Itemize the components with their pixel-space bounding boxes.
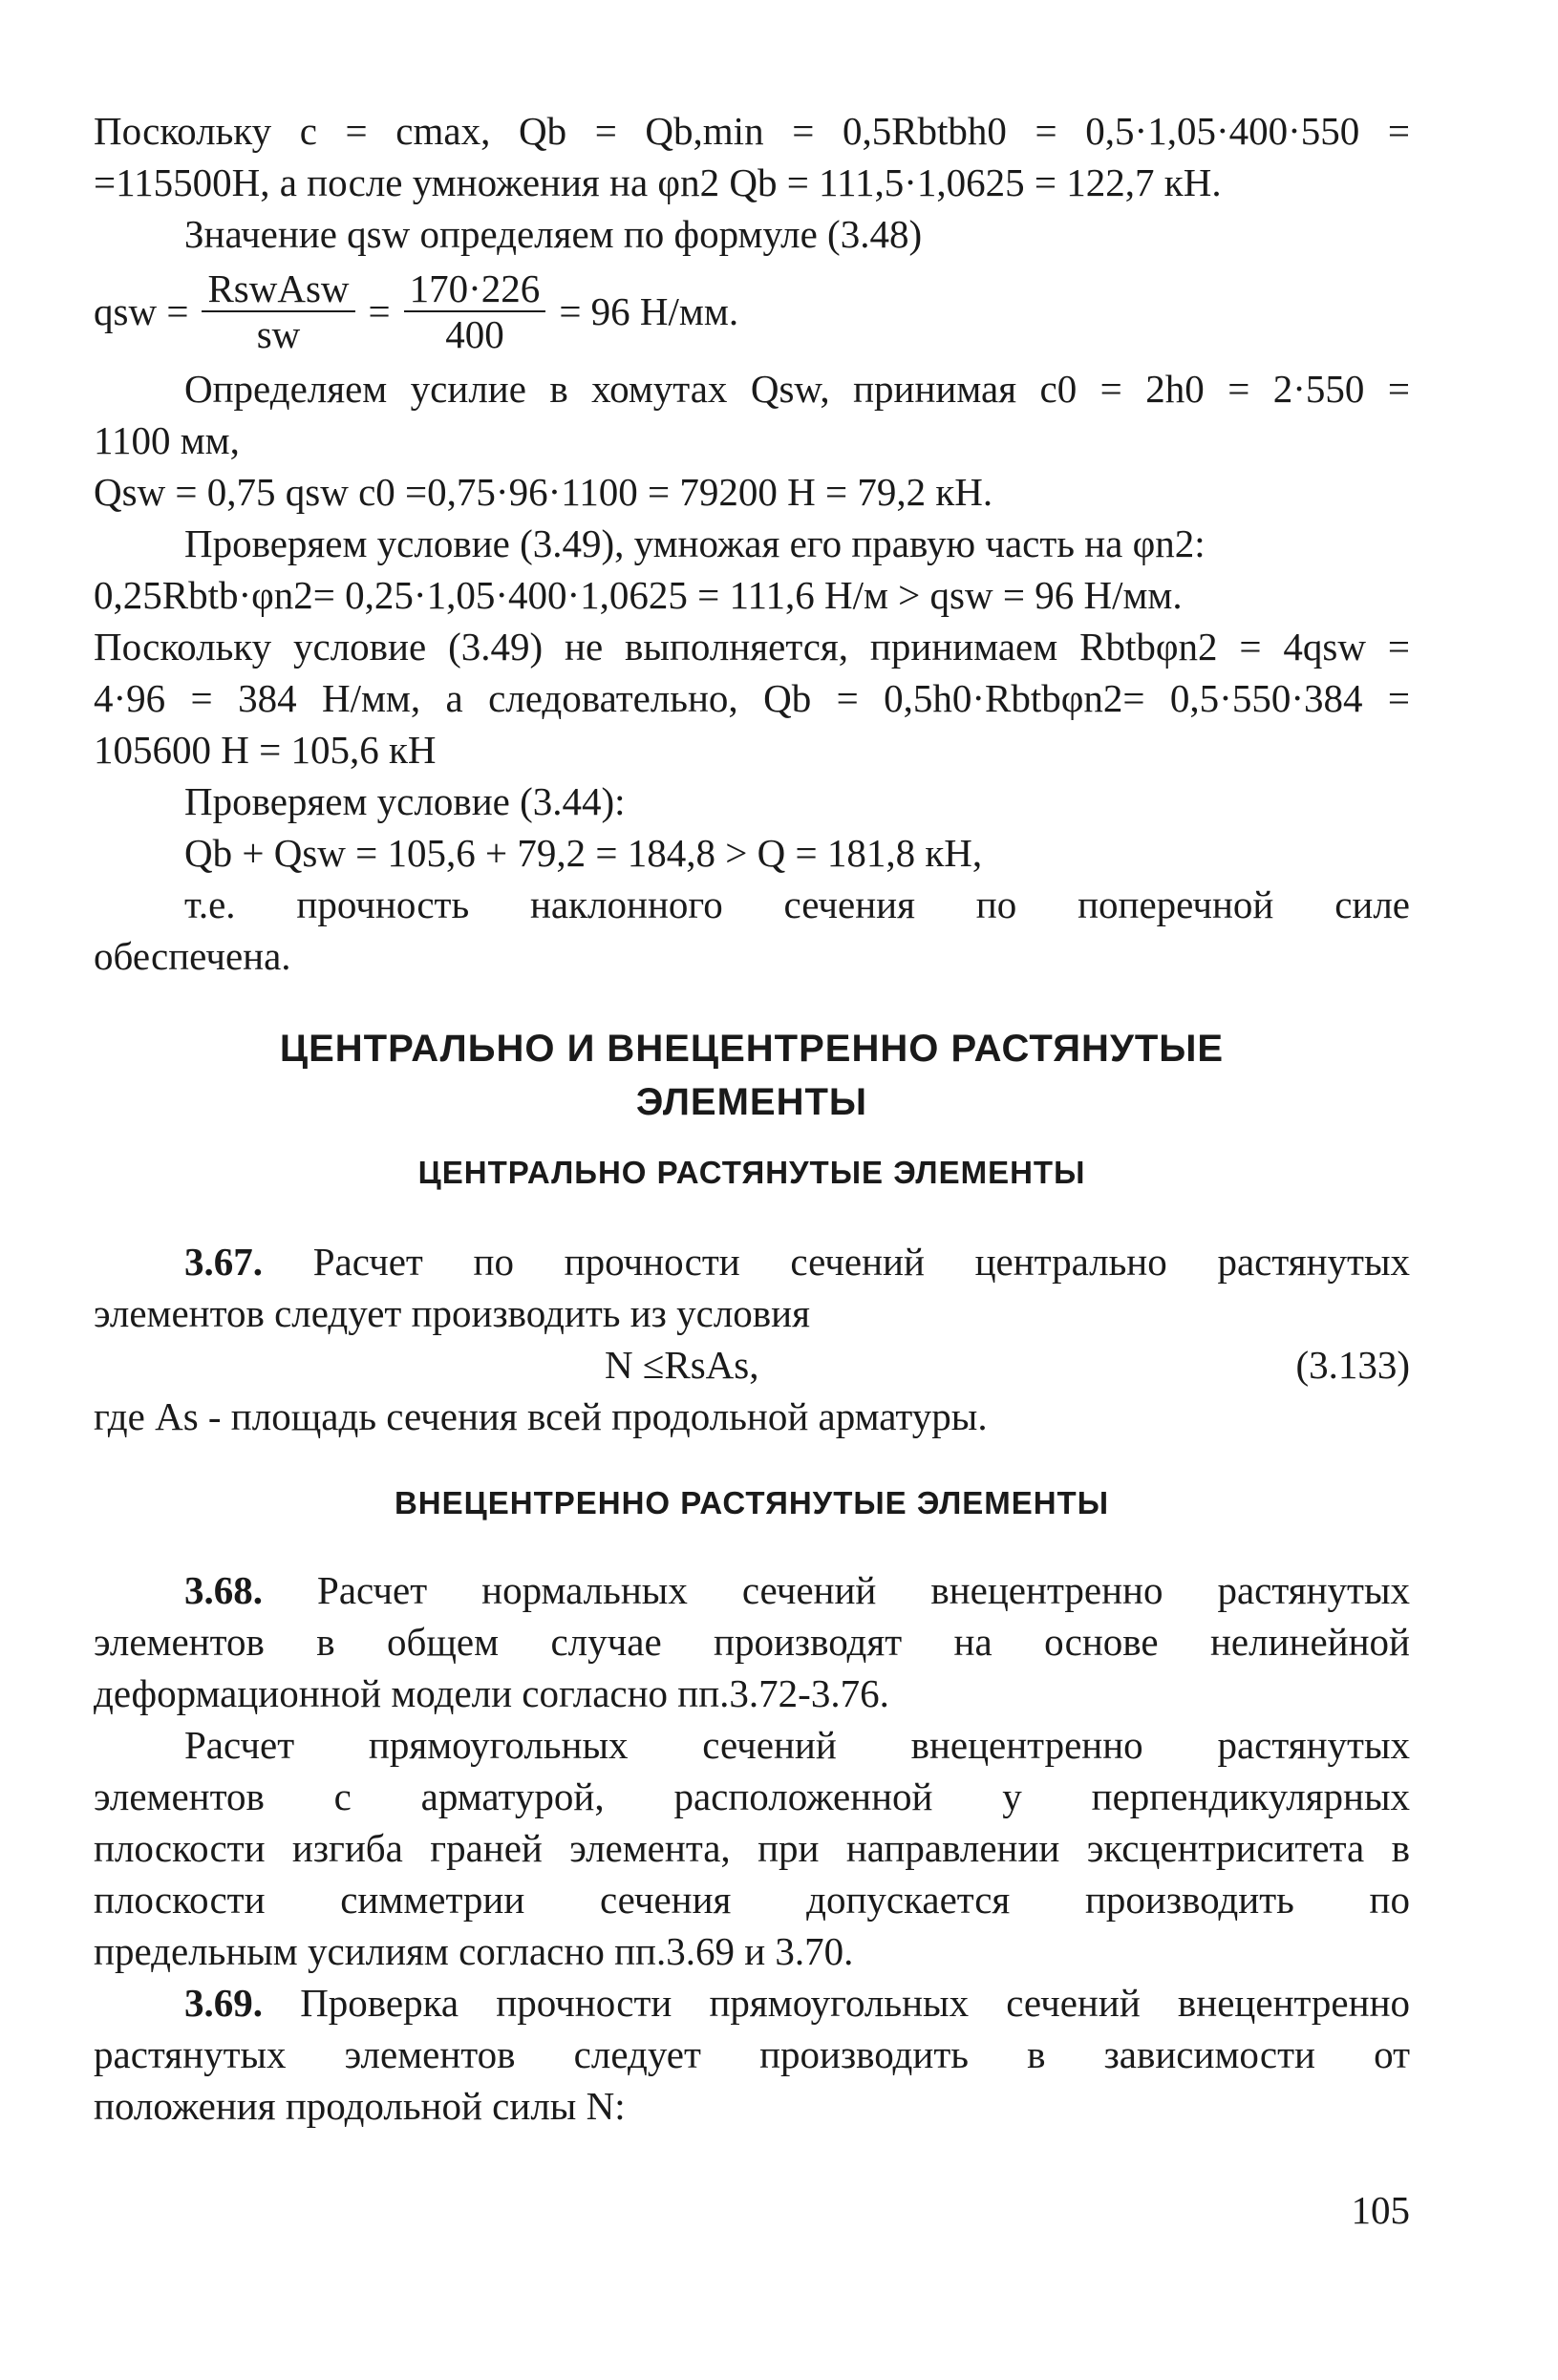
text-line: элементов в общем случае производят на основе нелинейной xyxy=(94,1620,1410,1664)
text-span: Расчет по прочности сечений центрально растянутых xyxy=(312,1240,1410,1284)
fraction-numerator: RswAsw xyxy=(202,266,354,312)
text-line: плоскости симметрии сечения допускается производить по xyxy=(94,1878,1410,1922)
text-line: 4·96 = 384 Н/мм, а следовательно, Qb = 0,5h0·Rbtbφn2= 0,5·550·384 = xyxy=(94,676,1410,720)
equation-3-133 xyxy=(94,1339,1410,1391)
text-line: Определяем усилие в хомутах Qsw, принимая c0 = 2h0 = 2·550 = xyxy=(184,367,1410,411)
section-heading: ЭЛЕМЕНТЫ xyxy=(635,1081,868,1123)
text-line: обеспечена. xyxy=(94,934,291,978)
text-line: Значение qsw определяем по формуле (3.48) xyxy=(184,212,923,256)
fraction xyxy=(404,266,546,356)
text-span: Расчет нормальных сечений внецентренно растянутых xyxy=(317,1568,1410,1612)
fraction-numerator: 170·226 xyxy=(404,266,546,312)
text-line: 105600 Н = 105,6 кН xyxy=(94,728,437,772)
page-number: 105 xyxy=(1351,2188,1410,2232)
text-line: Qb + Qsw = 105,6 + 79,2 = 184,8 > Q = 181,8 кН, xyxy=(184,831,983,875)
clause-number: 3.67. xyxy=(184,1240,263,1284)
fraction-denominator: sw xyxy=(256,312,301,356)
text-line: Проверяем условие (3.49), умножая его правую часть на φn2: xyxy=(184,521,1206,565)
text-span: Проверка прочности прямоугольных сечений внецентренно xyxy=(300,1981,1411,2025)
subsection-heading: ЦЕНТРАЛЬНО РАСТЯНУТЫЕ ЭЛЕМЕНТЫ xyxy=(417,1155,1086,1190)
formula-lhs: qsw = xyxy=(94,289,189,333)
text-line: растянутых элементов следует производить в зависимости от xyxy=(94,2032,1410,2076)
clause-number: 3.68. xyxy=(184,1568,263,1612)
text-line: где As - площадь сечения всей продольной арматуры. xyxy=(94,1394,988,1438)
formula-qsw xyxy=(94,260,1410,363)
section-heading: ЦЕНТРАЛЬНО И ВНЕЦЕНТРЕННО РАСТЯНУТЫЕ xyxy=(279,1028,1225,1070)
formula-rhs: = 96 Н/мм. xyxy=(559,289,739,333)
text-line: =115500Н, а после умножения на φn2 Qb = 111,5·1,0625 = 122,7 кН. xyxy=(94,160,1222,204)
subsection-heading: ВНЕЦЕНТРЕННО РАСТЯНУТЫЕ ЭЛЕМЕНТЫ xyxy=(394,1485,1110,1520)
page-body xyxy=(94,105,1410,2132)
text-line: Поскольку c = cmax, Qb = Qb,min = 0,5Rbtbh0 = 0,5·1,05·400·550 = xyxy=(94,109,1410,153)
text-line: 0,25Rbtb·φn2= 0,25·1,05·400·1,0625 = 111,6 Н/м > qsw = 96 Н/мм. xyxy=(94,573,1183,617)
text-line: Проверяем условие (3.44): xyxy=(184,779,626,823)
text-line: элементов с арматурой, расположенной у перпендикулярных xyxy=(94,1774,1410,1818)
text-line: Расчет прямоугольных сечений внецентренно растянутых xyxy=(184,1723,1410,1767)
text-line: плоскости изгиба граней элемента, при направлении эксцентриситета в xyxy=(94,1826,1410,1870)
equation-number: (3.133) xyxy=(1295,1343,1410,1387)
text-line: деформационной модели согласно пп.3.72-3.76. xyxy=(94,1671,889,1715)
fraction xyxy=(202,266,354,356)
formula-equals: = xyxy=(368,289,391,333)
text-line: Поскольку условие (3.49) не выполняется, принимаем Rbtbφn2 = 4qsw = xyxy=(94,625,1410,669)
paragraph-3-67-line xyxy=(94,1236,1410,1287)
text-line: элементов следует производить из условия xyxy=(94,1291,810,1335)
fraction-denominator: 400 xyxy=(445,312,504,356)
text-line: положения продольной силы N: xyxy=(94,2084,626,2128)
clause-number: 3.69. xyxy=(184,1981,263,2025)
text-line: предельным усилиям согласно пп.3.69 и 3.70. xyxy=(94,1929,854,1973)
paragraph-3-68-line xyxy=(94,1564,1410,1616)
equation-formula: N ≤RsAs, xyxy=(605,1343,759,1387)
text-line: Qsw = 0,75 qsw c0 =0,75·96·1100 = 79200 Н = 79,2 кН. xyxy=(94,470,993,514)
text-line: т.е. прочность наклонного сечения по поперечной силе xyxy=(184,882,1410,926)
text-line: 1100 мм, xyxy=(94,418,240,462)
paragraph-3-69-line xyxy=(94,1977,1410,2029)
